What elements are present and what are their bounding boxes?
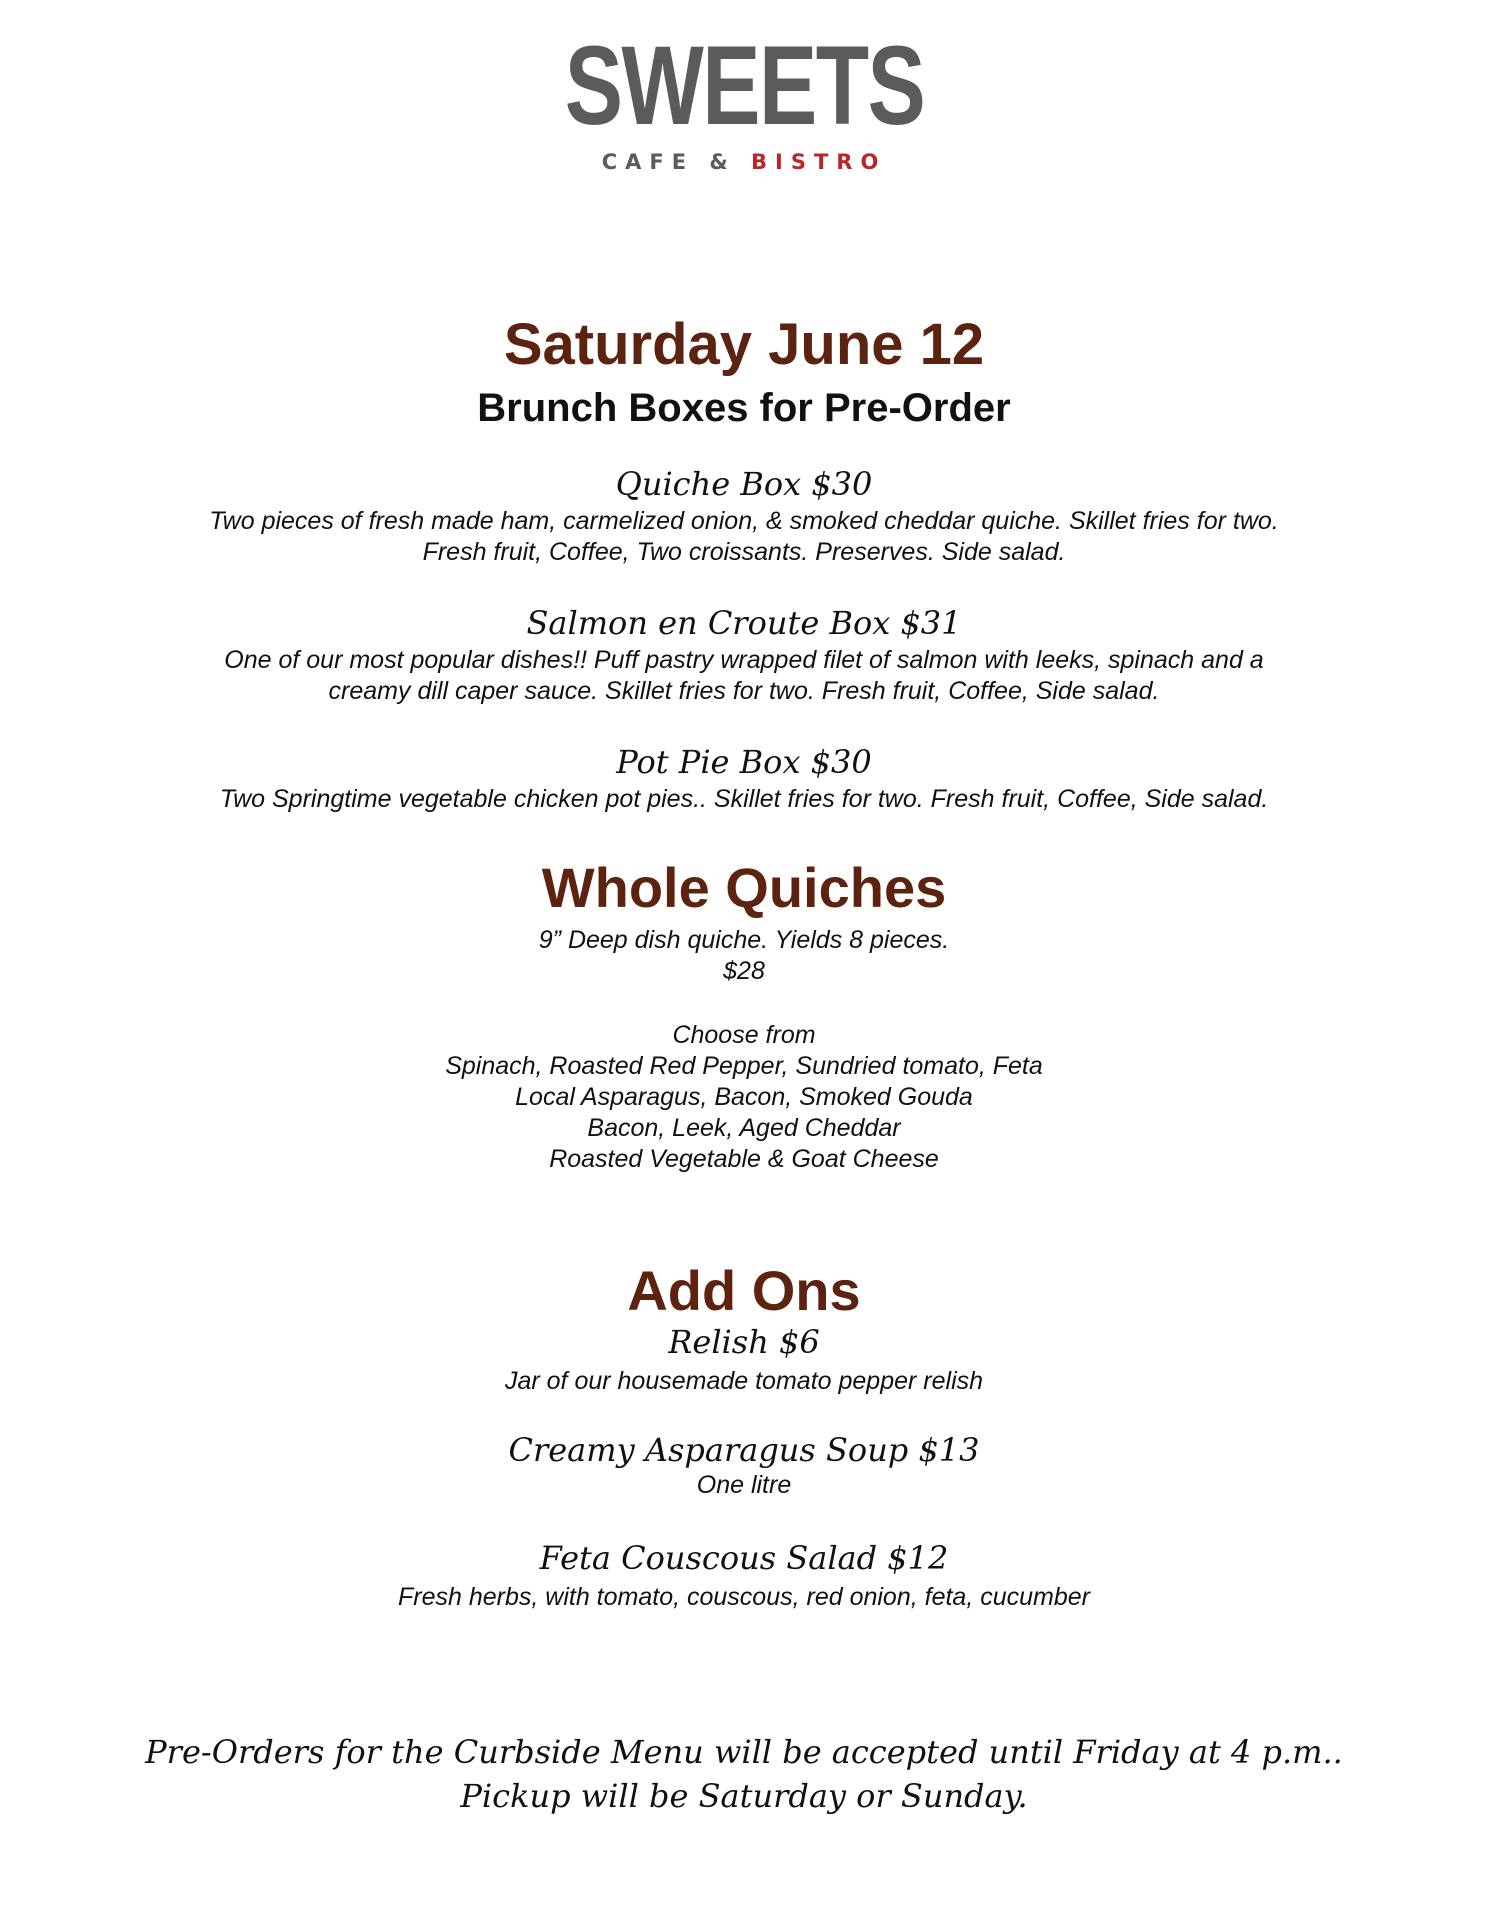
sweets-logo <box>0 23 1488 174</box>
item-desc-line: One litre <box>696 1471 792 1499</box>
footer-note <box>0 1730 1488 1818</box>
quiche-option: Bacon, Leek, Aged Cheddar <box>587 1114 901 1142</box>
item-title: Pot Pie Box $30 <box>616 743 872 781</box>
item-title: Creamy Asparagus Soup $13 <box>508 1431 980 1469</box>
whole-quiches-price: $28 <box>723 957 765 985</box>
whole-quiches-heading: Whole Quiches <box>541 856 947 919</box>
item-desc-line: Jar of our housemade tomato pepper relish <box>504 1367 984 1395</box>
logo-sub-left: CAFE & <box>601 150 751 174</box>
item-title: Quiche Box $30 <box>615 465 873 503</box>
footer-line: Pre-Orders for the Curbside Menu will be accepted until Friday at 4 p.m.. <box>145 1733 1343 1771</box>
item-desc-line: creamy dill caper sauce. Skillet fries for two. Fresh fruit, Coffee, Side salad. <box>328 677 1160 705</box>
logo-subtitle <box>0 150 1488 174</box>
quiche-option: Roasted Vegetable & Goat Cheese <box>549 1145 939 1173</box>
choose-from-label: Choose from <box>672 1021 816 1049</box>
add-on-salad <box>0 1538 1488 1613</box>
item-desc-line: Fresh fruit, Coffee, Two croissants. Preserves. Side salad. <box>422 538 1066 566</box>
item-title: Salmon en Croute Box $31 <box>526 604 962 642</box>
item-desc-line: Two Springtime vegetable chicken pot pies.. Skillet fries for two. Fresh fruit, Coffee, Side salad. <box>219 785 1269 813</box>
add-ons-heading: Add Ons <box>627 1259 861 1322</box>
page-subtitle: Brunch Boxes for Pre-Order <box>477 386 1011 430</box>
add-on-soup <box>0 1430 1488 1501</box>
item-title: Relish $6 <box>668 1323 820 1361</box>
item-desc-line: One of our most popular dishes!! Puff pastry wrapped filet of salmon with leeks, spinach and a <box>224 646 1264 674</box>
item-desc-line: Fresh herbs, with tomato, couscous, red onion, feta, cucumber <box>397 1583 1090 1611</box>
logo-wordmark: SWEETS <box>564 23 924 148</box>
menu-item-salmon-box <box>0 603 1488 707</box>
whole-quiches-section <box>0 925 1488 1175</box>
menu-item-pot-pie-box <box>0 742 1488 815</box>
logo-sub-right: BISTRO <box>751 150 887 174</box>
menu-item-quiche-box <box>0 464 1488 568</box>
whole-quiches-desc: 9” Deep dish quiche. Yields 8 pieces. <box>538 926 950 954</box>
footer-line: Pickup will be Saturday or Sunday. <box>460 1777 1028 1815</box>
item-desc-line: Two pieces of fresh made ham, carmelized onion, & smoked cheddar quiche. Skillet fries for two. <box>209 507 1279 535</box>
add-on-relish <box>0 1322 1488 1397</box>
quiche-option: Local Asparagus, Bacon, Smoked Gouda <box>515 1083 973 1111</box>
item-title: Feta Couscous Salad $12 <box>539 1539 949 1577</box>
quiche-option: Spinach, Roasted Red Pepper, Sundried tomato, Feta <box>445 1052 1043 1080</box>
page-title: Saturday June 12 <box>503 312 985 377</box>
